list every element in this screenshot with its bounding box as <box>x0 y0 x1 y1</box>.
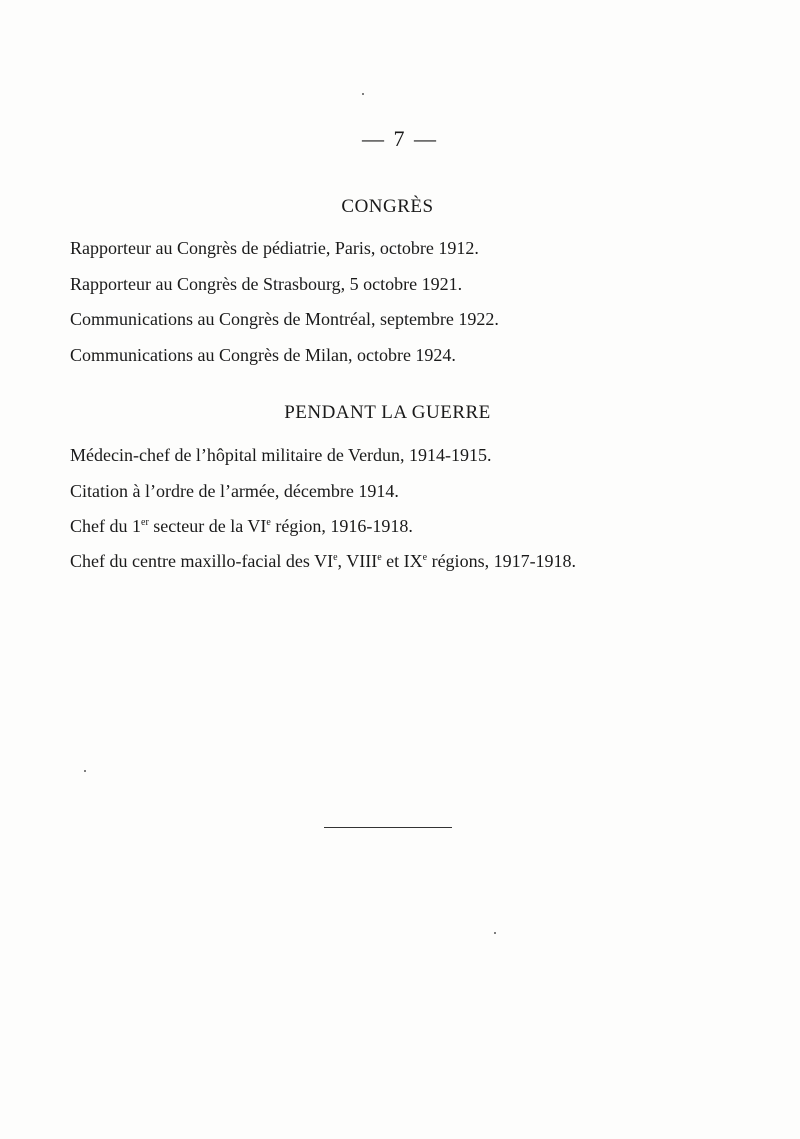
congres-entry: Communications au Congrès de Montréal, septembre 1922. <box>70 309 499 329</box>
end-rule <box>324 827 452 828</box>
speck <box>84 770 86 772</box>
entry-text: secteur de la VI <box>148 516 267 536</box>
guerre-entry <box>70 551 576 572</box>
entry-text: Chef du centre maxillo-facial des VI <box>70 551 334 571</box>
congres-entry: Rapporteur au Congrès de Strasbourg, 5 octobre 1921. <box>70 274 463 294</box>
guerre-entry: Citation à l’ordre de l’armée, décembre 1914. <box>70 481 399 501</box>
superscript: e <box>422 552 428 563</box>
superscript: er <box>141 517 149 528</box>
entry-text: régions, 1917-1918. <box>427 551 577 571</box>
congres-entry: Rapporteur au Congrès de pédiatrie, Paris, octobre 1912. <box>70 238 479 258</box>
page-number: — 7 — <box>362 126 438 151</box>
guerre-entry <box>70 516 413 537</box>
superscript: e <box>377 552 382 563</box>
entry-text: Chef du 1 <box>70 516 141 536</box>
superscript: e <box>266 517 271 528</box>
guerre-entry: Médecin-chef de l’hôpital militaire de Verdun, 1914-1915. <box>70 445 492 465</box>
congres-entry: Communications au Congrès de Milan, octobre 1924. <box>70 345 456 365</box>
speck <box>362 93 364 95</box>
entry-text: et IX <box>381 551 423 571</box>
entry-text: , VIII <box>337 551 378 571</box>
speck <box>494 932 496 934</box>
superscript: e <box>333 552 338 563</box>
section-heading-congres: CONGRÈS <box>341 196 434 217</box>
entry-text: région, 1916-1918. <box>270 516 413 536</box>
section-heading-guerre: PENDANT LA GUERRE <box>284 402 491 423</box>
